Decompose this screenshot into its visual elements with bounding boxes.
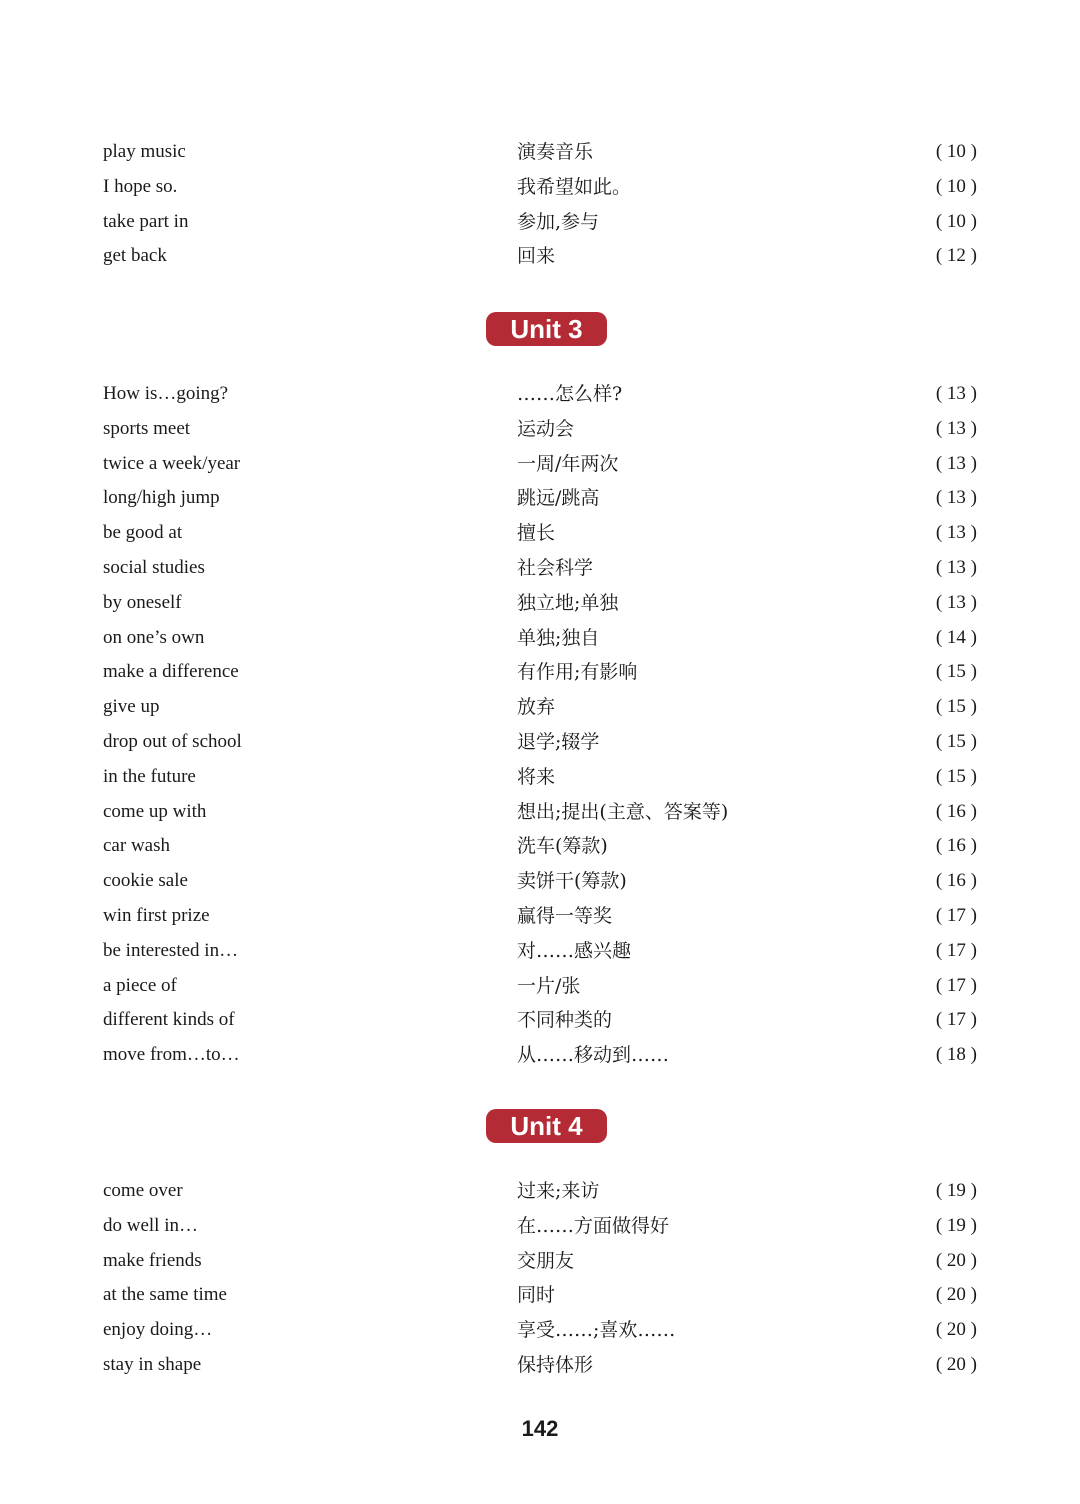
vocab-row [0, 725, 1080, 760]
vocab-row [0, 899, 1080, 934]
page-reference: ( 17 ) [935, 904, 977, 926]
english-phrase: cookie sale [103, 870, 188, 892]
chinese-meaning: 放弃 [517, 696, 556, 719]
english-phrase: be good at [103, 522, 183, 544]
chinese-meaning: 独立地;单独 [517, 591, 619, 614]
page-reference: ( 15 ) [935, 696, 977, 718]
vocab-row [0, 1348, 1080, 1383]
chinese-meaning: 不同种类的 [517, 1009, 613, 1032]
page-reference: ( 19 ) [935, 1180, 977, 1201]
english-phrase: make friends [103, 1249, 202, 1271]
english-phrase: by oneself [103, 591, 182, 613]
vocab-row [0, 864, 1080, 899]
chinese-meaning: 退学;辍学 [517, 730, 600, 753]
english-phrase: a piece of [103, 974, 177, 996]
chinese-meaning: 洗车(筹款) [517, 835, 608, 858]
chinese-meaning: 保持体形 [517, 1353, 594, 1376]
english-phrase: twice a week/year [103, 452, 241, 474]
chinese-meaning: 跳远/跳高 [517, 487, 600, 510]
page-reference: ( 13 ) [935, 417, 977, 439]
page-reference: ( 12 ) [935, 245, 977, 267]
vocab-row [0, 1003, 1080, 1038]
chinese-meaning: 单独;独自 [517, 626, 600, 649]
page-reference: ( 15 ) [935, 765, 977, 787]
vocab-row [0, 690, 1080, 725]
chinese-meaning: 一片/张 [517, 974, 581, 997]
page-reference: ( 17 ) [935, 939, 977, 961]
chinese-meaning: 过来;来访 [517, 1180, 600, 1202]
english-phrase: on one’s own [103, 626, 205, 648]
vocab-row [0, 205, 1080, 240]
vocab-row [0, 760, 1080, 795]
english-phrase: stay in shape [103, 1353, 202, 1375]
vocab-row [0, 447, 1080, 482]
page-reference: ( 17 ) [935, 1009, 977, 1031]
vocab-row [0, 412, 1080, 447]
page-number: 142 [521, 1416, 559, 1441]
chinese-meaning: 有作用;有影响 [517, 661, 638, 684]
chinese-meaning: 交朋友 [517, 1249, 575, 1272]
chinese-meaning: 卖饼干(筹款) [517, 870, 627, 893]
english-phrase: do well in… [103, 1214, 198, 1236]
vocab-row [0, 551, 1080, 586]
page-reference: ( 20 ) [935, 1319, 977, 1341]
vocab-row [0, 795, 1080, 830]
english-phrase: take part in [103, 210, 189, 232]
chinese-meaning: 参加,参与 [517, 210, 600, 233]
chinese-meaning: 我希望如此。 [517, 175, 632, 198]
english-phrase: come up with [103, 800, 207, 822]
page-reference: ( 13 ) [935, 452, 977, 474]
page-reference: ( 10 ) [935, 210, 977, 232]
chinese-meaning: 演奏音乐 [517, 141, 594, 163]
vocab-row [0, 170, 1080, 205]
vocab-row [0, 1244, 1080, 1279]
unit-4-heading: Unit 4 [486, 1109, 607, 1143]
page-reference: ( 16 ) [935, 800, 977, 822]
chinese-meaning: 运动会 [517, 417, 575, 440]
vocab-row [0, 377, 1080, 412]
chinese-meaning: 一周/年两次 [517, 452, 619, 475]
english-phrase: I hope so. [103, 175, 178, 197]
english-phrase: different kinds of [103, 1009, 235, 1031]
page-reference: ( 10 ) [935, 175, 977, 197]
chinese-meaning: 同时 [517, 1284, 556, 1307]
english-phrase: win first prize [103, 904, 210, 926]
vocab-row [0, 1313, 1080, 1348]
english-phrase: at the same time [103, 1284, 227, 1306]
english-phrase: play music [103, 141, 186, 162]
chinese-meaning: 享受……;喜欢…… [517, 1319, 676, 1342]
english-phrase: get back [103, 245, 167, 267]
page-reference: ( 15 ) [935, 730, 977, 752]
vocab-row [0, 934, 1080, 969]
english-phrase: long/high jump [103, 487, 220, 509]
page-reference: ( 13 ) [935, 591, 977, 613]
chinese-meaning: 从……移动到…… [517, 1044, 670, 1067]
page-reference: ( 16 ) [935, 835, 977, 857]
english-phrase: How is…going? [103, 383, 229, 404]
vocab-row [0, 481, 1080, 516]
chinese-meaning: 在……方面做得好 [517, 1214, 670, 1237]
english-phrase: move from…to… [103, 1044, 240, 1066]
page-reference: ( 13 ) [935, 487, 977, 509]
page-reference: ( 18 ) [935, 1044, 977, 1066]
english-phrase: give up [103, 696, 160, 718]
unit-3-heading: Unit 3 [486, 312, 607, 346]
page-reference: ( 20 ) [935, 1249, 977, 1271]
vocab-section-unit-3 [0, 377, 1080, 1073]
vocab-row [0, 135, 1080, 170]
vocab-row [0, 516, 1080, 551]
page-reference: ( 15 ) [935, 661, 977, 683]
vocab-row [0, 969, 1080, 1004]
english-phrase: drop out of school [103, 730, 242, 752]
english-phrase: sports meet [103, 417, 191, 439]
english-phrase: in the future [103, 765, 196, 787]
chinese-meaning: ……怎么样? [517, 383, 623, 405]
page-reference: ( 19 ) [935, 1214, 977, 1236]
page-reference: ( 13 ) [935, 556, 977, 578]
chinese-meaning: 社会科学 [517, 556, 594, 579]
english-phrase: car wash [103, 835, 170, 857]
page-reference: ( 13 ) [935, 522, 977, 544]
chinese-meaning: 将来 [517, 765, 556, 788]
english-phrase: social studies [103, 556, 205, 578]
english-phrase: enjoy doing… [103, 1319, 213, 1341]
chinese-meaning: 回来 [517, 245, 556, 268]
page-reference: ( 16 ) [935, 870, 977, 892]
chinese-meaning: 想出;提出(主意、答案等) [517, 800, 729, 823]
english-phrase: be interested in… [103, 939, 239, 961]
page-reference: ( 14 ) [935, 626, 977, 648]
vocab-row [0, 655, 1080, 690]
page-reference: ( 10 ) [935, 141, 977, 162]
page-reference: ( 17 ) [935, 974, 977, 996]
vocab-row [0, 621, 1080, 656]
vocab-section-unit-4 [0, 1174, 1080, 1383]
chinese-meaning: 赢得一等奖 [517, 904, 613, 927]
chinese-meaning: 擅长 [517, 522, 556, 545]
english-phrase: come over [103, 1180, 183, 1201]
vocab-row [0, 239, 1080, 274]
vocab-row [0, 1038, 1080, 1073]
page-reference: ( 13 ) [935, 383, 977, 404]
vocab-row [0, 586, 1080, 621]
page-reference: ( 20 ) [935, 1284, 977, 1306]
page-reference: ( 20 ) [935, 1353, 977, 1375]
vocab-row [0, 1209, 1080, 1244]
english-phrase: make a difference [103, 661, 239, 683]
vocab-row [0, 1278, 1080, 1313]
vocab-row [0, 829, 1080, 864]
vocab-section-top [0, 135, 1080, 274]
vocab-row [0, 1174, 1080, 1209]
chinese-meaning: 对……感兴趣 [517, 939, 632, 962]
